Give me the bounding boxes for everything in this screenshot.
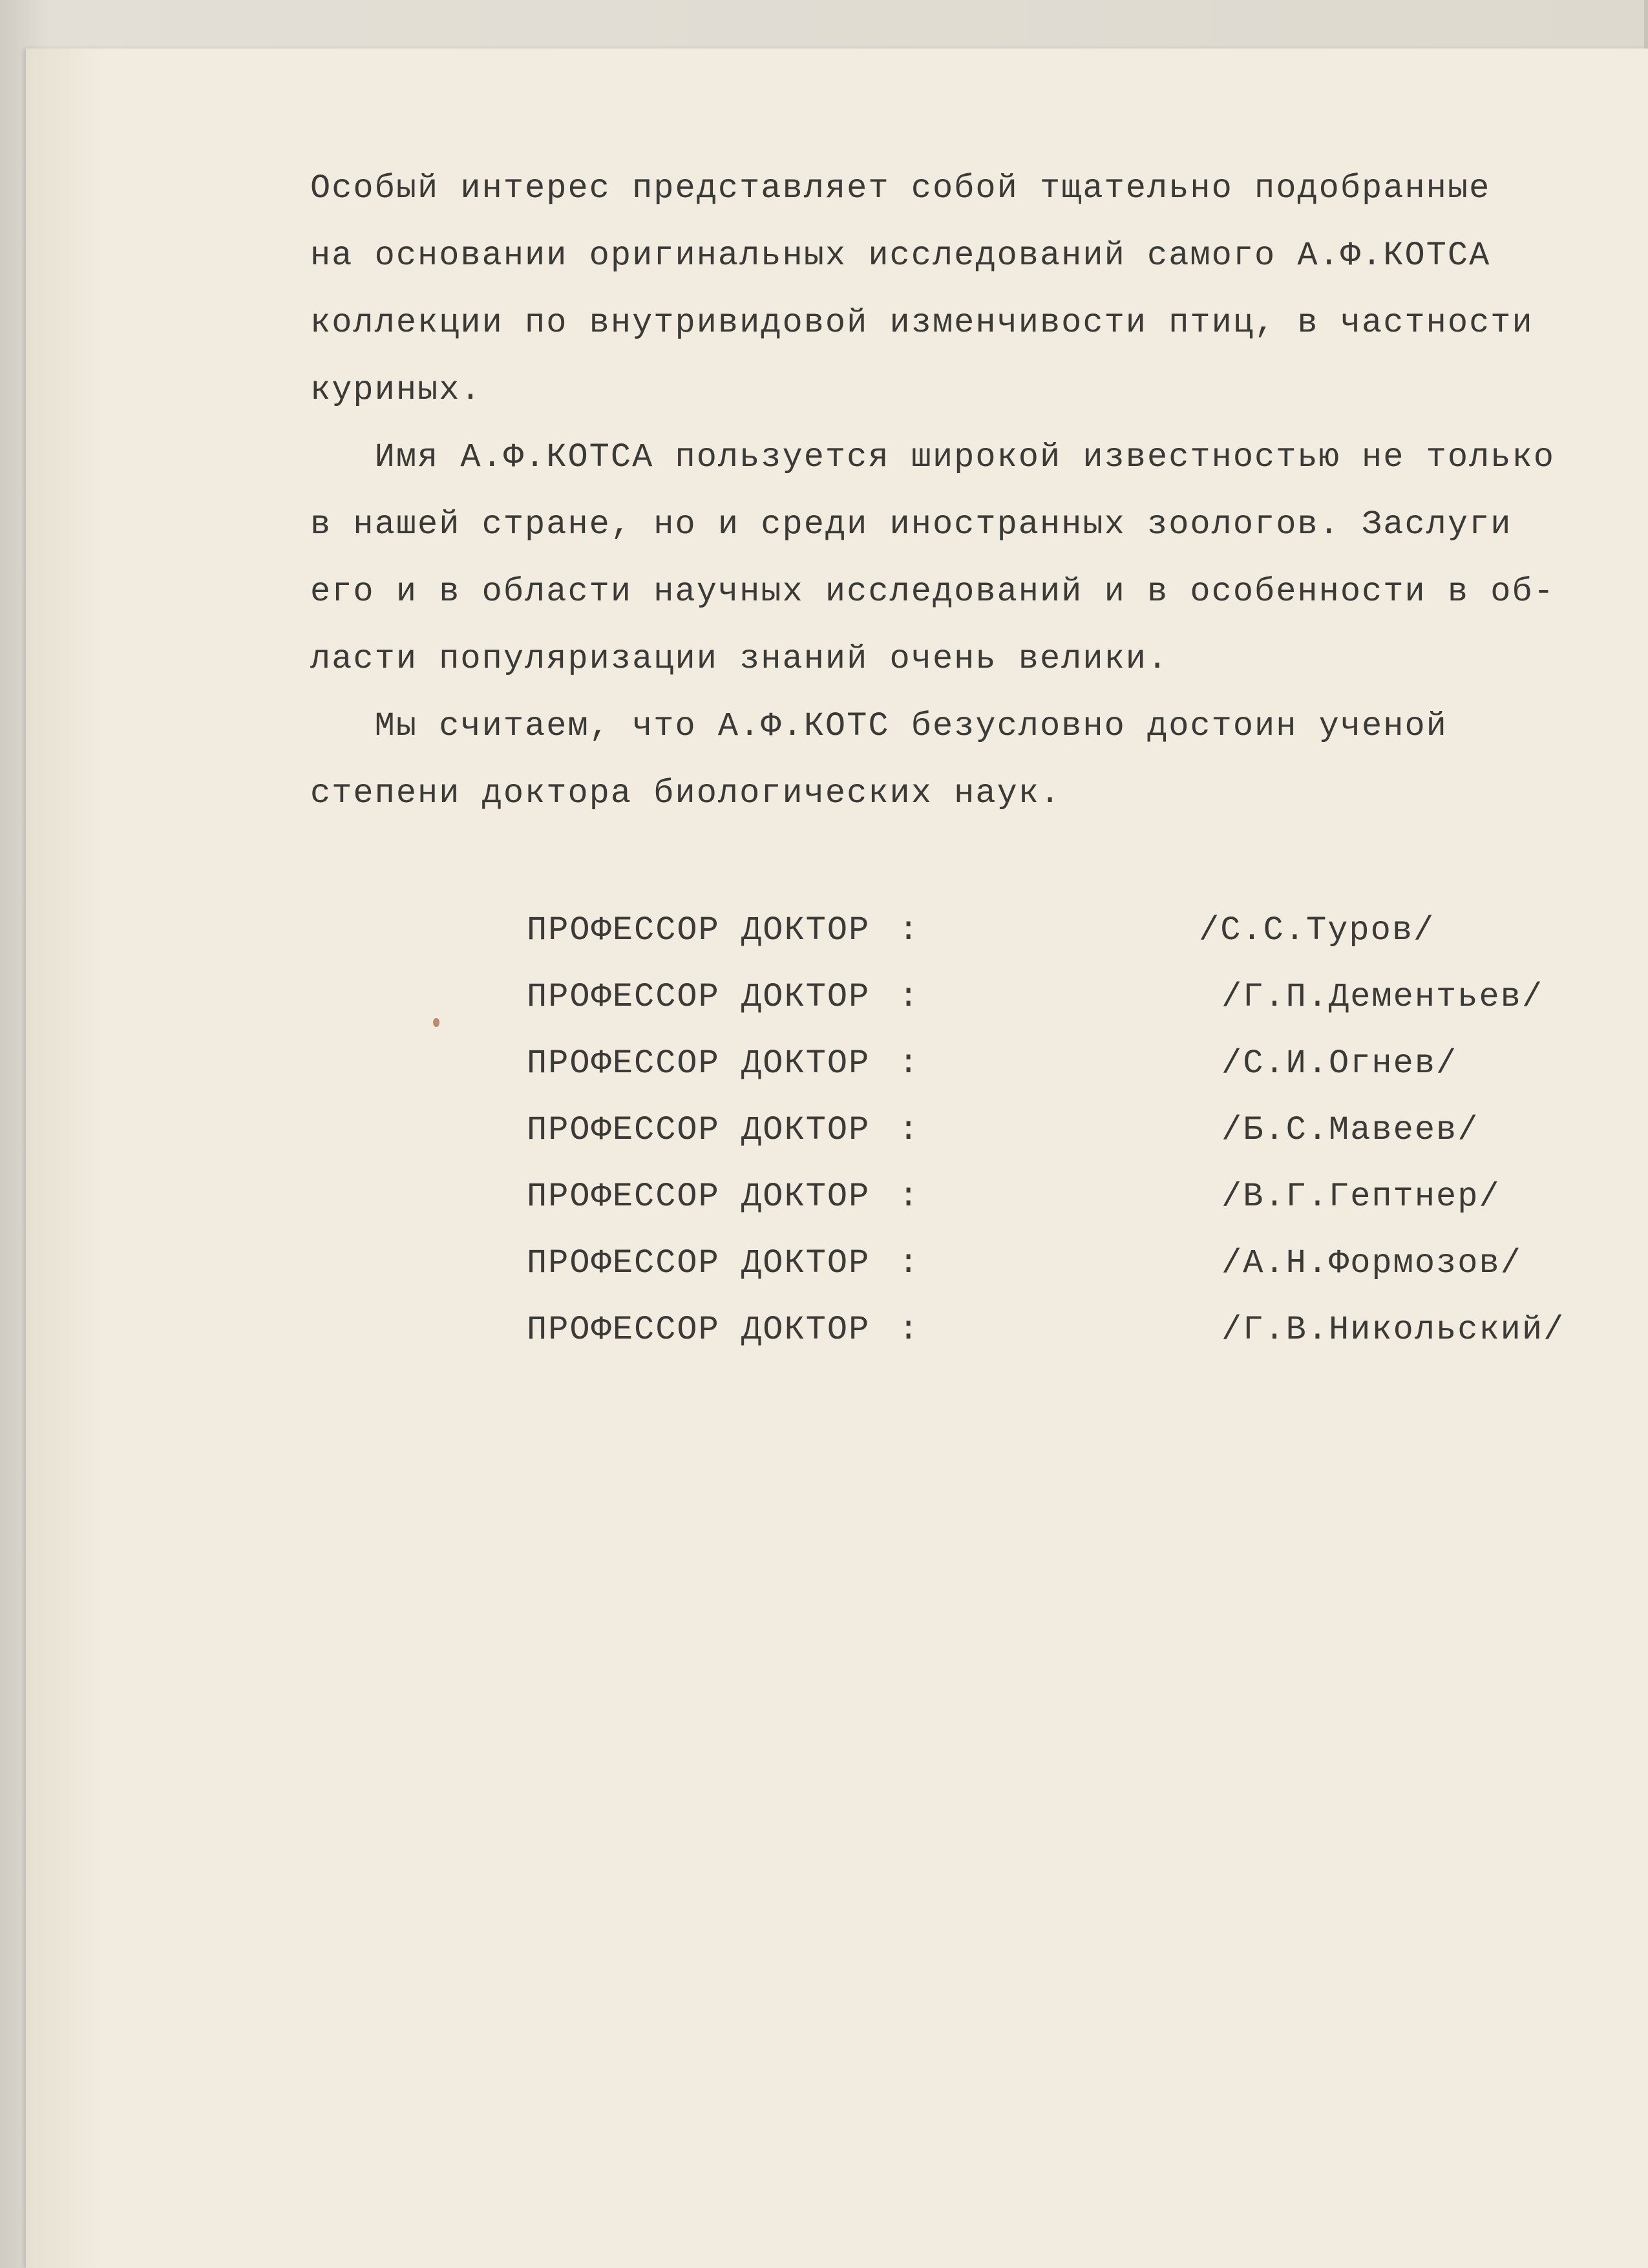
paragraph-1-line: куриных. [310, 371, 482, 409]
signature-row [527, 1178, 1625, 1244]
paragraph-2-line: его и в области научных исследований и в особенности в об- [310, 573, 1555, 611]
signature-row [527, 911, 1625, 978]
signatory-name: /Г.П.Дементьев/ [1221, 978, 1544, 1016]
signatory-colon: : [898, 1044, 920, 1083]
signatory-title: ПРОФЕССОР ДОКТОР [527, 978, 871, 1016]
paragraph-3-line: степени доктора биологических наук. [310, 774, 1062, 812]
signatory-name: /А.Н.Формозов/ [1221, 1244, 1522, 1282]
signatory-name: /В.Г.Гептнер/ [1221, 1178, 1501, 1216]
signature-row [527, 978, 1625, 1044]
paper-stain [433, 1018, 439, 1027]
paper-edge-shading [26, 48, 97, 2268]
signature-block [527, 911, 1625, 1377]
signatory-colon: : [898, 911, 920, 949]
signature-row [527, 1244, 1625, 1311]
signatory-title: ПРОФЕССОР ДОКТОР [527, 911, 871, 949]
signatory-title: ПРОФЕССОР ДОКТОР [527, 1044, 871, 1083]
signatory-name: /Г.В.Никольский/ [1221, 1311, 1565, 1349]
paragraph-1-line: на основании оригинальных исследований самого А.Ф.КОТСА [310, 237, 1491, 275]
signatory-colon: : [898, 1178, 920, 1216]
signatory-colon: : [898, 1244, 920, 1282]
signatory-title: ПРОФЕССОР ДОКТОР [527, 1178, 871, 1216]
paragraph-1-line: Особый интерес представляет собой тщательно подобранные [310, 169, 1491, 207]
signatory-name: /Б.С.Мавеев/ [1221, 1111, 1479, 1149]
paragraph-2-line: ласти популяризации знаний очень велики. [310, 640, 1169, 678]
signature-row [527, 1311, 1625, 1377]
signatory-title: ПРОФЕССОР ДОКТОР [527, 1311, 871, 1349]
paragraph-1-line: коллекции по внутривидовой изменчивости птиц, в частности [310, 304, 1534, 342]
paragraph-2-line: в нашей стране, но и среди иностранных зоологов. Заслуги [310, 505, 1512, 544]
signatory-colon: : [898, 1311, 920, 1349]
signatory-title: ПРОФЕССОР ДОКТОР [527, 1244, 871, 1282]
signatory-colon: : [898, 1111, 920, 1149]
signature-row [527, 1111, 1625, 1178]
signatory-name: /С.И.Огнев/ [1221, 1044, 1458, 1083]
signatory-name: /С.С.Туров/ [1199, 911, 1435, 949]
paragraph-3-line: Мы считаем, что А.Ф.КОТС безусловно достоин ученой [310, 707, 1448, 745]
paragraph-2-line: Имя А.Ф.КОТСА пользуется широкой известностью не только [310, 438, 1555, 476]
letter-body [310, 155, 1603, 827]
signatory-colon: : [898, 978, 920, 1016]
signature-row [527, 1044, 1625, 1111]
signatory-title: ПРОФЕССОР ДОКТОР [527, 1111, 871, 1149]
